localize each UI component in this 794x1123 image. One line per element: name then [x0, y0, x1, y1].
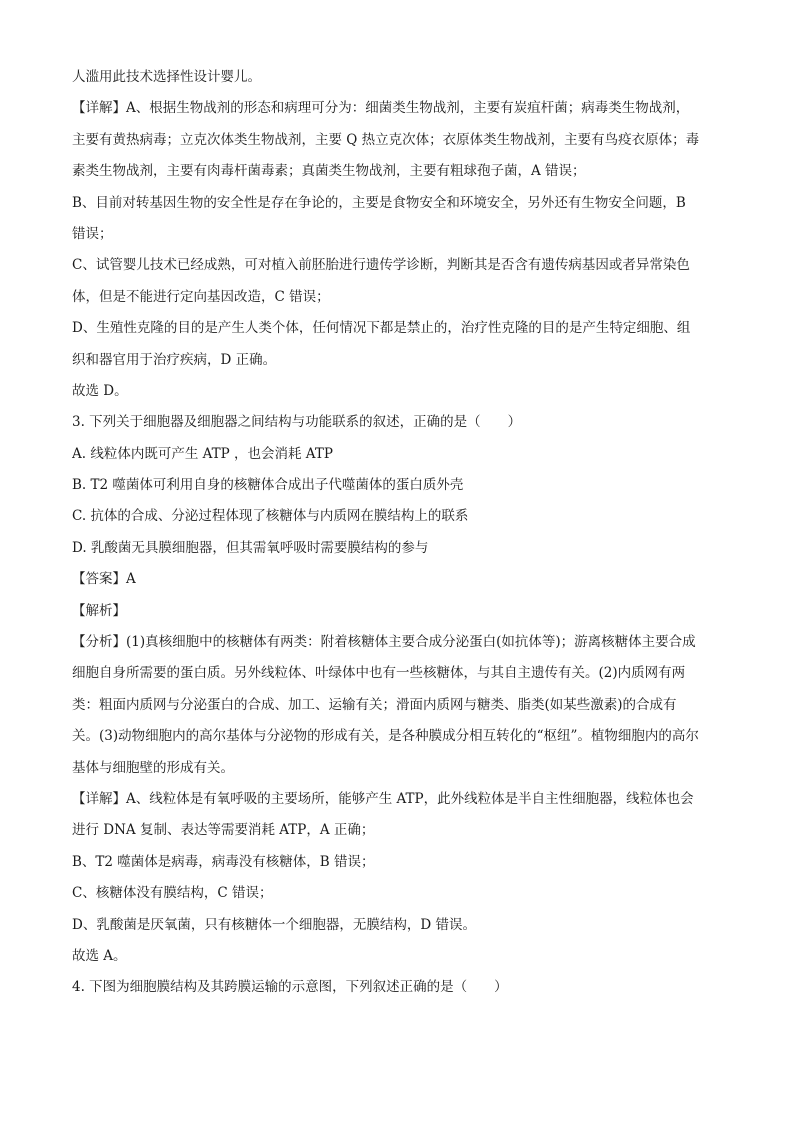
text-line-20: 细胞自身所需要的蛋白质。另外线粒体、叶绿体中也有一些核糖体，与其自主遗传有关。(2)内质网有两	[72, 665, 686, 682]
text-line-22: 关。(3)动物细胞内的高尔基体与分泌物的形成有关，是各种膜成分相互转化的“枢纽”。植物细胞内的高尔	[72, 728, 699, 745]
text-line-24: 【详解】A、线粒体是有氧呼吸的主要场所，能够产生 ATP，此外线粒体是半自主性细胞器，线粒体也会	[72, 790, 694, 807]
question-3-option-a: A. 线粒体内既可产生 ATP ，也会消耗 ATP	[72, 445, 333, 462]
text-line-3: 主要有黄热病毒；立克次体类生物战剂，主要 Q 热立克次体；衣原体类生物战剂，主要有鸟疫衣原体；毒	[72, 131, 700, 148]
text-line-7: C、试管婴儿技术已经成熟，可对植入前胚胎进行遗传学诊断，判断其是否含有遗传病基因或者异常染色	[72, 257, 690, 274]
text-line-1: 人滥用此技术选择性设计婴儿。	[72, 69, 261, 85]
text-line-19: 【分析】(1)真核细胞中的核糖体有两类：附着核糖体主要合成分泌蛋白(如抗体等)；游离核糖体主要合成	[72, 634, 696, 651]
text-line-26: B、T2 噬菌体是病毒，病毒没有核糖体，B 错误；	[72, 853, 375, 870]
text-line-6: 错误；	[72, 225, 113, 242]
text-line-11: 故选 D。	[72, 382, 128, 399]
answer-line: 【答案】A	[72, 571, 136, 588]
text-line-5: B、目前对转基因生物的安全性是存在争论的，主要是食物安全和环境安全，另外还有生物安全问题，B	[72, 194, 686, 211]
text-line-21: 类：粗面内质网与分泌蛋白的合成、加工、运输有关；滑面内质网与糖类、脂类(如某些激素)的合成有	[72, 696, 677, 713]
text-line-4: 素类生物战剂，主要有肉毒杆菌毒素；真菌类生物战剂，主要有粗球孢子菌，A 错误；	[72, 163, 586, 180]
document-page	[72, 62, 724, 1004]
text-line-28: D、乳酸菌是厌氧菌，只有核糖体一个细胞器，无膜结构，D 错误。	[72, 916, 476, 933]
question-3-option-c: C. 抗体的合成、分泌过程体现了核糖体与内质网在膜结构上的联系	[72, 508, 469, 525]
question-3-option-d: D. 乳酸菌无具膜细胞器，但其需氧呼吸时需要膜结构的参与	[72, 539, 429, 556]
text-line-2: 【详解】A、根据生物战剂的形态和病理可分为：细菌类生物战剂，主要有炭疽杆菌；病毒类生物战剂，	[72, 100, 690, 117]
question-4-stem: 4. 下图为细胞膜结构及其跨膜运输的示意图，下列叙述正确的是（ ）	[72, 979, 508, 996]
text-line-29: 故选 A。	[72, 947, 127, 964]
text-line-10: 织和器官用于治疗疾病，D 正确。	[72, 351, 277, 368]
question-3-option-b: B. T2 噬菌体可利用自身的核糖体合成出子代噬菌体的蛋白质外壳	[72, 477, 464, 494]
text-line-25: 进行 DNA 复制、表达等需要消耗 ATP，A 正确；	[72, 822, 375, 839]
text-line-9: D、生殖性克隆的目的是产生人类个体，任何情况下都是禁止的，治疗性克隆的目的是产生特定细胞、组	[72, 320, 691, 337]
question-3-stem: 3. 下列关于细胞器及细胞器之间结构与功能联系的叙述，正确的是（ ）	[72, 414, 522, 431]
analysis-heading: 【解析】	[72, 602, 126, 619]
text-line-23: 基体与细胞壁的形成有关。	[72, 759, 234, 776]
text-line-8: 体，但是不能进行定向基因改造，C 错误；	[72, 288, 330, 305]
text-line-27: C、核糖体没有膜结构，C 错误；	[72, 885, 273, 902]
